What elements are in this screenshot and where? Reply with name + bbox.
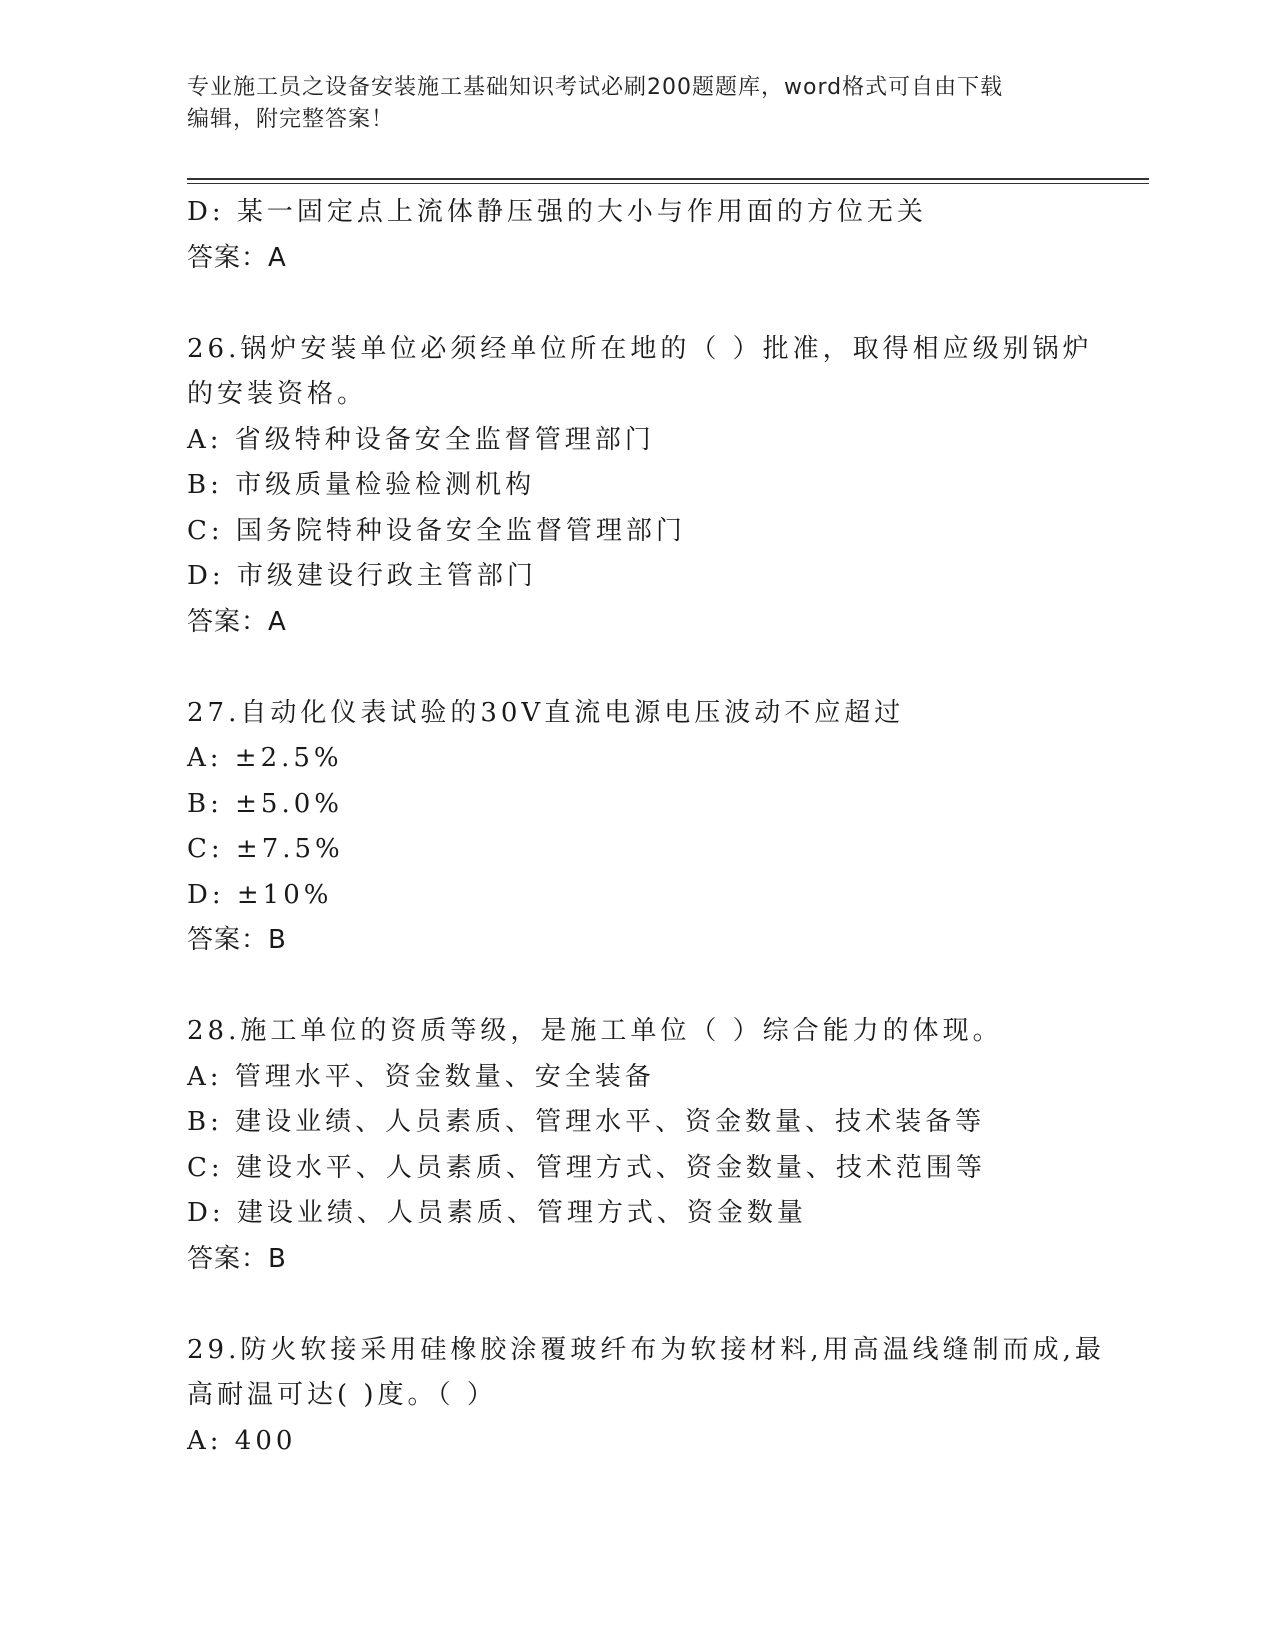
- option-a: A: ±2.5%: [187, 743, 343, 773]
- document-header: [187, 72, 1087, 136]
- option-c: C: 国务院特种设备安全监督管理部门: [187, 515, 686, 546]
- question-28: [187, 1009, 1087, 1282]
- question-title: 27.自动化仪表试验的30V直流电源电压波动不应超过: [187, 697, 905, 728]
- option-c: C: ±7.5%: [187, 834, 344, 864]
- option-b: B: 建设业绩、人员素质、管理水平、资金数量、技术装备等: [187, 1107, 986, 1137]
- option-a: A: 省级特种设备安全监督管理部门: [187, 424, 655, 455]
- option-a: A: 管理水平、资金数量、安全装备: [187, 1061, 655, 1092]
- answer-line: 答案：B: [187, 1243, 287, 1274]
- question-29: [187, 1328, 1105, 1465]
- question-title-cont: 高耐温可达( )度。（ ）: [187, 1380, 497, 1410]
- option-d: D: ±10%: [187, 879, 333, 910]
- answer-line: 答案：A: [187, 242, 287, 273]
- option-d: D: 市级建设行政主管部门: [187, 561, 537, 591]
- option-d: D: 建设业绩、人员素质、管理方式、资金数量: [187, 1198, 807, 1228]
- option-c: C: 建设水平、人员素质、管理方式、资金数量、技术范围等: [187, 1152, 986, 1183]
- question-26: [187, 327, 1093, 646]
- header-divider-thin: [187, 183, 1149, 184]
- option-a: A: 400: [187, 1425, 297, 1456]
- prev-question-tail: [187, 190, 1087, 281]
- header-line-1: 专业施工员之设备安装施工基础知识考试必刷200题题库，word格式可自由下载: [187, 75, 1004, 100]
- answer-line: 答案：B: [187, 925, 287, 955]
- question-27: [187, 691, 1087, 964]
- option-d: D: 某一固定点上流体静压强的大小与作用面的方位无关: [187, 197, 927, 227]
- question-list: [187, 190, 1105, 1464]
- header-line-2: 编辑，附完整答案！: [187, 107, 395, 132]
- question-title: 28.施工单位的资质等级，是施工单位（ ）综合能力的体现。: [187, 1016, 1003, 1046]
- answer-line: 答案：A: [187, 606, 287, 637]
- question-title: 26.锅炉安装单位必须经单位所在地的（ ）批准，取得相应级别锅炉: [187, 333, 1093, 364]
- header-divider-thick: [187, 178, 1149, 180]
- question-title-cont: 的安装资格。: [187, 379, 368, 409]
- question-title: 29.防火软接采用硅橡胶涂覆玻纤布为软接材料,用高温线缝制而成,最: [187, 1334, 1105, 1365]
- option-b: B: ±5.0%: [187, 788, 343, 819]
- option-b: B: 市级质量检验检测机构: [187, 470, 536, 500]
